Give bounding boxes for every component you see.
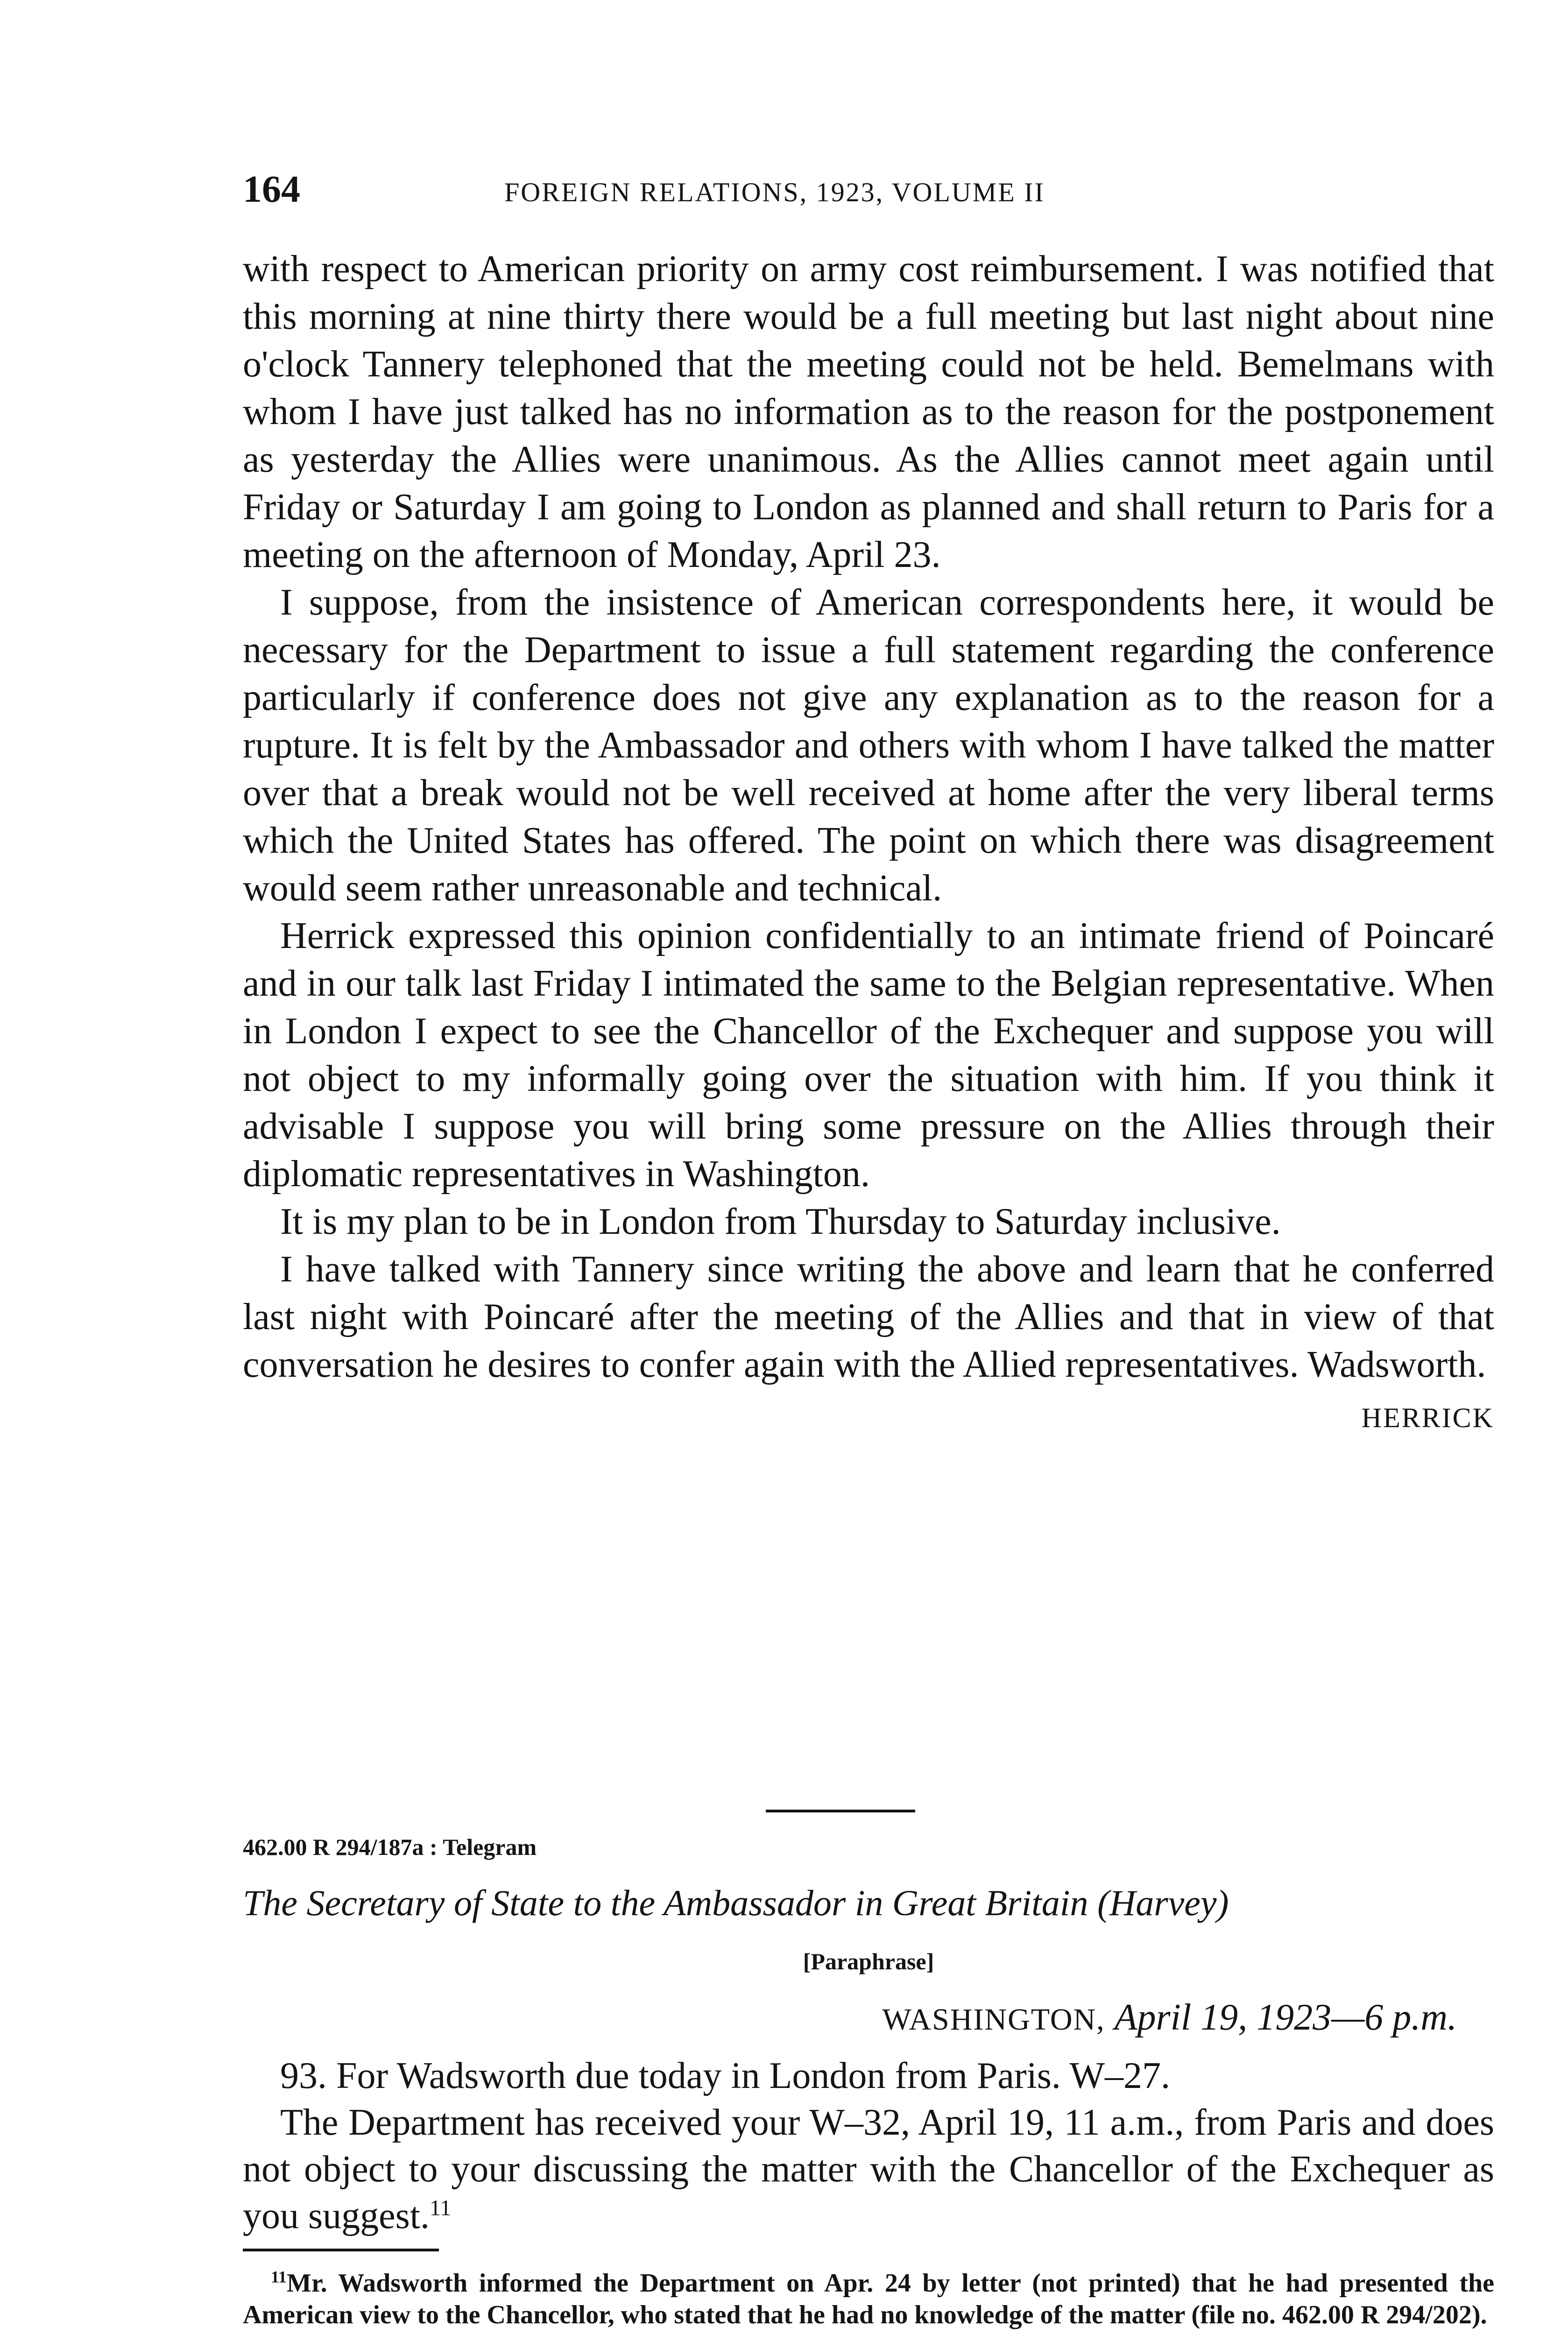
body-paragraph: I suppose, from the insistence of American correspondents here, it would be necessary for the Department to issue a full statement regarding the conference particularly if conference does not give any explanation as to the reason for a rupture. It is felt by the Ambassador and others with whom I have talked the matter over that a break would not be well received at home after the very liberal terms which the United States has offered. The point on which there was disagreement would seem rather unreasonable and technical.	[243, 582, 1494, 909]
file-reference: 462.00 R 294/187a : Telegram	[243, 1834, 537, 1860]
body-paragraph: I have talked with Tannery since writing the above and learn that he conferred last night with Poincaré after the meeting of the Allies and that in view of that conversation he desires to confer again with the Allied representatives. Wadsworth.	[243, 1249, 1494, 1385]
footnote-number: 11	[271, 2267, 287, 2286]
telegram-message	[243, 2052, 1494, 2239]
paraphrase-label: [Paraphrase]	[803, 1948, 934, 1974]
section-divider	[766, 1810, 915, 1812]
body-paragraph: It is my plan to be in London from Thursday to Saturday inclusive.	[280, 1201, 1281, 1242]
running-head: FOREIGN RELATIONS, 1923, VOLUME II	[504, 177, 1045, 207]
document-title: The Secretary of State to the Ambassador in Great Britain (Harvey)	[243, 1882, 1229, 1923]
dateline	[243, 1992, 1457, 2045]
page-header	[243, 163, 1504, 215]
signature: HERRICK	[1361, 1402, 1494, 1433]
footnote-divider	[243, 2249, 439, 2251]
telegram-continuation	[243, 245, 1494, 1443]
message-paragraph: 93. For Wadsworth due today in London from Paris. W–27.	[280, 2055, 1170, 2096]
footnote-text: Mr. Wadsworth informed the Department on Apr. 24 by letter (not printed) that he had presented the American view to the Chancellor, who stated that he had no knowledge of the matter (file no. 462.00 R 294/202).	[243, 2269, 1494, 2329]
message-paragraph-text: The Department has received your W–32, April 19, 11 a.m., from Paris and does not object to your discussing the matter with the Chancellor of the Exchequer as you suggest.	[243, 2102, 1494, 2236]
page-number: 164	[243, 168, 300, 210]
footnote	[243, 2267, 1494, 2331]
message-paragraph	[243, 2099, 1494, 2239]
dateline-date: April 19, 1923—6 p.m.	[1114, 1997, 1457, 2038]
body-paragraph: Herrick expressed this opinion confidentially to an intimate friend of Poincaré and in our talk last Friday I intimated the same to the Belgian representative. When in London I expect to see the Chancellor of the Exchequer and suppose you will not object to my informally going over the situation with him. If you think it advisable I suppose you will bring some pressure on the Allies through their diplomatic representatives in Washington.	[243, 915, 1494, 1195]
dateline-place: WASHINGTON,	[882, 2002, 1105, 2037]
body-paragraph: with respect to American priority on army cost reimbursement. I was notified that this morning at nine thirty there would be a full meeting but last night about nine o'clock Tannery telephoned that the meeting could not be held. Bemelmans with whom I have just talked has no information as to the reason for the postponement as yesterday the Allies were unanimous. As the Allies cannot meet again until Friday or Saturday I am going to London as planned and shall return to Paris for a meeting on the afternoon of Monday, April 23.	[243, 248, 1494, 575]
footnote-reference[interactable]: 11	[430, 2195, 452, 2221]
